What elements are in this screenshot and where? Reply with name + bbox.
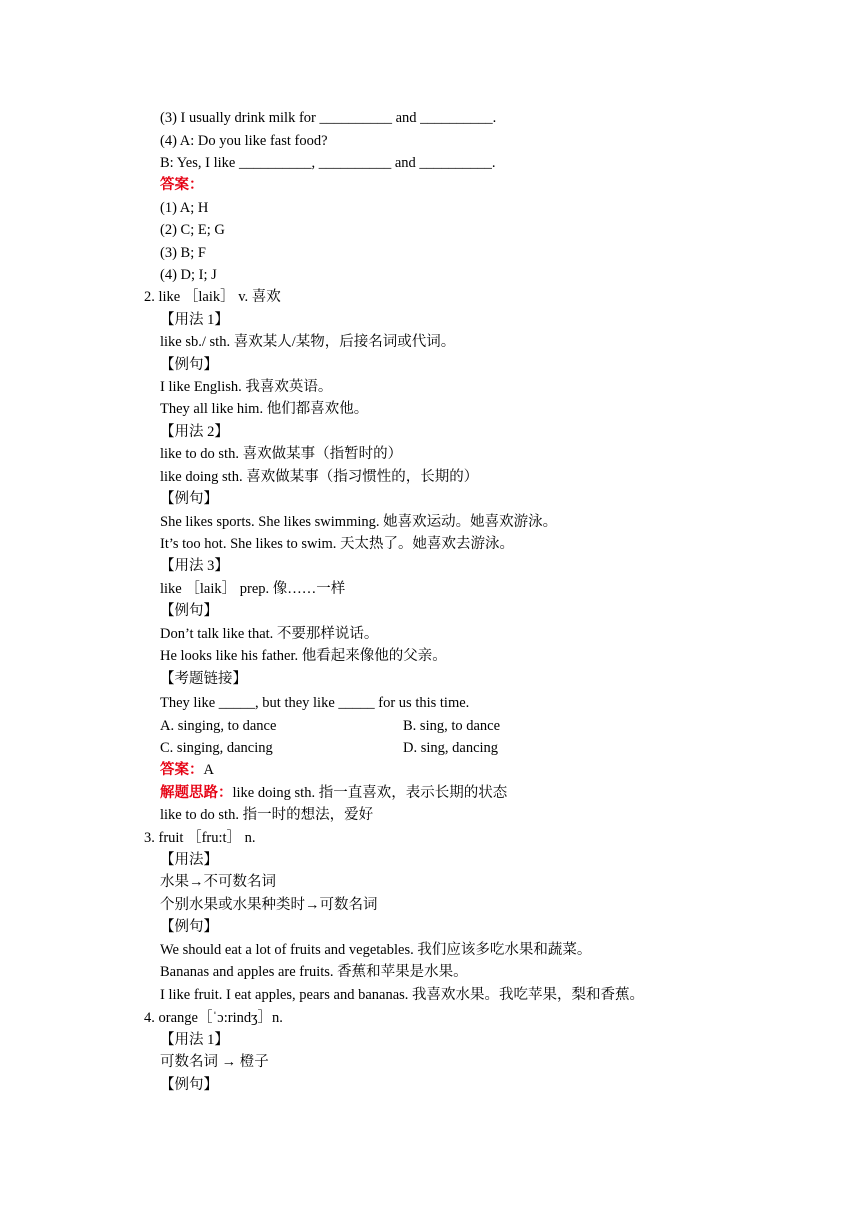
exam-answer bbox=[160, 759, 214, 782]
like-example-2a: She likes sports. She likes swimming. 她喜欢运动。她喜欢游泳。 bbox=[160, 514, 558, 530]
exam-options-row-2 bbox=[160, 737, 660, 760]
like-usage-2b: like doing sth. 喜欢做某事（指习惯性的，长期的） bbox=[160, 469, 479, 485]
like-example-title-3: 【例句】 bbox=[160, 603, 218, 619]
option-c: C. singing, dancing bbox=[160, 740, 273, 756]
entry-fruit-heading: 3. fruit ［fru:t］ n. bbox=[144, 830, 256, 846]
like-usage-2-title: 【用法 2】 bbox=[160, 424, 229, 440]
orange-usage-1-title: 【用法 1】 bbox=[160, 1032, 229, 1048]
exam-answer-value: A bbox=[203, 762, 214, 778]
like-usage-3-title: 【用法 3】 bbox=[160, 558, 229, 574]
analysis bbox=[160, 782, 507, 805]
like-example-title-2: 【例句】 bbox=[160, 491, 218, 507]
option-d: D. sing, dancing bbox=[403, 740, 499, 756]
fruit-usage-title: 【用法】 bbox=[160, 852, 218, 868]
like-example-2b: It’s too hot. She likes to swim. 天太热了。她喜欢去游泳。 bbox=[160, 536, 515, 552]
like-usage-1-title: 【用法 1】 bbox=[160, 312, 229, 328]
answer-3: (3) B; F bbox=[160, 245, 206, 261]
exam-answer-label: 答案： bbox=[160, 762, 204, 778]
question-3: (3) I usually drink milk for __________ and __________. bbox=[160, 110, 497, 126]
option-b: B. sing, to dance bbox=[403, 718, 501, 734]
orange-usage-1: 可数名词 → 橙子 bbox=[160, 1054, 269, 1070]
fruit-example-2: Bananas and apples are fruits. 香蕉和苹果是水果。 bbox=[160, 964, 468, 980]
answer-1: (1) A; H bbox=[160, 200, 209, 216]
exam-link-title: 【考题链接】 bbox=[160, 671, 247, 687]
exam-options-row-1 bbox=[160, 715, 660, 738]
orange-example-title: 【例句】 bbox=[160, 1077, 218, 1093]
exam-question: They like _____, but they like _____ for us this time. bbox=[160, 695, 470, 711]
fruit-example-title: 【例句】 bbox=[160, 919, 218, 935]
question-4-b: B: Yes, I like __________, __________ and __________. bbox=[160, 155, 496, 171]
answer-4: (4) D; I; J bbox=[160, 267, 217, 283]
analysis-text-b: like to do sth. 指一时的想法，爱好 bbox=[160, 807, 374, 823]
entry-orange-heading: 4. orange［ˈɔ:rindʒ］n. bbox=[144, 1010, 283, 1026]
option-a: A. singing, to dance bbox=[160, 718, 277, 734]
fruit-example-1: We should eat a lot of fruits and vegetables. 我们应该多吃水果和蔬菜。 bbox=[160, 942, 592, 958]
entry-like-heading: 2. like ［laik］ v. 喜欢 bbox=[144, 289, 281, 305]
like-example-1a: I like English. 我喜欢英语。 bbox=[160, 379, 333, 395]
like-usage-2a: like to do sth. 喜欢做某事（指暂时的） bbox=[160, 446, 403, 462]
question-4-a: (4) A: Do you like fast food? bbox=[160, 133, 328, 149]
answer-label: 答案： bbox=[160, 177, 204, 193]
analysis-text-a: like doing sth. 指一直喜欢，表示长期的状态 bbox=[232, 785, 508, 801]
like-usage-3-text: like ［laik］ prep. 像……一样 bbox=[160, 581, 346, 597]
analysis-label: 解题思路： bbox=[160, 785, 233, 801]
like-example-1b: They all like him. 他们都喜欢他。 bbox=[160, 401, 369, 417]
like-example-title-1: 【例句】 bbox=[160, 357, 218, 373]
like-example-3a: Don’t talk like that. 不要那样说话。 bbox=[160, 626, 379, 642]
fruit-usage-2: 个别水果或水果种类时→可数名词 bbox=[160, 897, 378, 913]
like-example-3b: He looks like his father. 他看起来像他的父亲。 bbox=[160, 648, 447, 664]
fruit-usage-1: 水果→不可数名词 bbox=[160, 874, 276, 890]
like-usage-1-text: like sb./ sth. 喜欢某人/某物，后接名词或代词。 bbox=[160, 334, 456, 350]
answer-2: (2) C; E; G bbox=[160, 222, 225, 238]
fruit-example-3: I like fruit. I eat apples, pears and bananas. 我喜欢水果。我吃苹果，梨和香蕉。 bbox=[160, 987, 645, 1003]
